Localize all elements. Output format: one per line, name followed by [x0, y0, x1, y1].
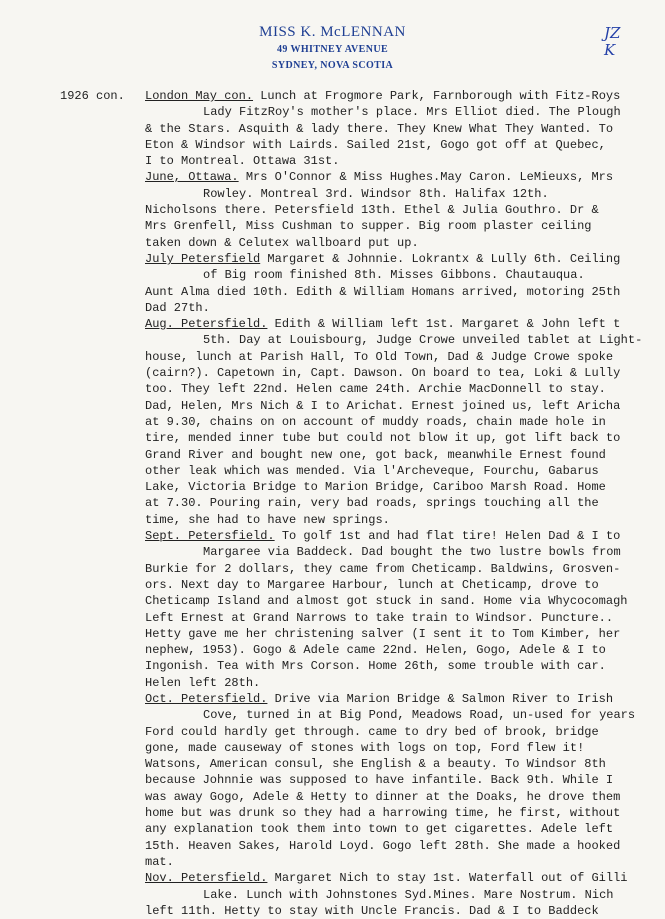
diary-line	[145, 365, 665, 381]
diary-line	[145, 561, 665, 577]
letterhead-name: MISS K. McLENNAN	[259, 24, 406, 40]
diary-line	[145, 202, 665, 218]
diary-line	[145, 593, 665, 609]
diary-line	[145, 887, 665, 903]
line-text: Left Ernest at Grand Narrows to take train to Windsor. Puncture..	[145, 610, 614, 625]
diary-line	[145, 821, 665, 837]
line-text: Lake, Victoria Bridge to Marion Bridge, Cariboo Marsh Road. Home	[145, 480, 606, 495]
diary-line	[145, 186, 665, 202]
month-heading: London May con.	[145, 89, 254, 103]
diary-line	[145, 104, 665, 120]
diary-line	[145, 512, 665, 528]
month-heading: July Petersfield	[145, 251, 261, 266]
line-text: Eton & Windsor with Lairds. Sailed 21st, Gogo got off at Quebec,	[145, 137, 606, 152]
annotation-line-1: JZ	[604, 24, 621, 42]
line-text: any explanation took them into town to get cigarettes. Adele left	[145, 822, 614, 837]
line-text: Mrs O'Connor & Miss Hughes.May Caron. LeMieuxs, Mrs	[238, 170, 614, 185]
line-text: Burkie for 2 dollars, they came from Cheticamp. Baldwins, Grosven-	[145, 561, 621, 576]
diary-line	[145, 707, 665, 723]
line-text: taken down & Celutex wallboard put up.	[145, 235, 419, 250]
line-text: Cheticamp Island and almost got stuck in sand. Home via Whycocomagh	[145, 594, 628, 609]
diary-line	[145, 479, 665, 495]
diary-line	[145, 642, 665, 658]
line-text: Aunt Alma died 10th. Edith & William Homans arrived, motoring 25th	[145, 284, 621, 299]
line-text: Ingonish. Tea with Mrs Corson. Home 26th, some trouble with car.	[145, 659, 606, 674]
line-text: I to Montreal. Ottawa 31st.	[145, 154, 340, 169]
line-text: time, she had to have new springs.	[145, 512, 390, 527]
line-text: Lunch at Frogmore Park, Farnborough with Fitz-Roys	[253, 89, 621, 103]
letterhead	[0, 22, 665, 74]
line-text: Margaret & Johnnie. Lokrantx & Lully 6th. Ceiling	[260, 251, 621, 266]
diary-line	[145, 870, 665, 886]
line-text: nephew, 1953). Gogo & Adele came 22nd. Helen, Gogo, Adele & I to	[145, 643, 606, 658]
diary-line	[145, 854, 665, 870]
diary-line	[145, 349, 665, 365]
line-text: Nicholsons there. Petersfield 13th. Ethel & Julia Gouthro. Dr &	[145, 203, 599, 218]
diary-line	[145, 658, 665, 674]
diary-line	[145, 495, 665, 511]
month-heading: Nov. Petersfield.	[145, 871, 268, 886]
line-text: Lady FitzRoy's mother's place. Mrs Elliot died. The Plough	[203, 105, 621, 120]
diary-line	[145, 121, 665, 137]
diary-line	[145, 610, 665, 626]
diary-line	[145, 691, 665, 707]
diary-line	[145, 153, 665, 169]
diary-line	[145, 463, 665, 479]
letterhead-city: SYDNEY, NOVA SCOTIA	[271, 60, 394, 71]
diary-line	[145, 756, 665, 772]
line-text: Margaree via Baddeck. Dad bought the two lustre bowls from	[203, 545, 621, 560]
line-text: tire, mended inner tube but could not blow it up, got lift back to	[145, 431, 621, 446]
diary-line	[145, 789, 665, 805]
line-text: of Big room finished 8th. Misses Gibbons. Chautauqua.	[203, 268, 585, 283]
line-text: 15th. Heaven Sakes, Harold Loyd. Gogo left 28th. She made a hooked	[145, 838, 621, 853]
diary-line	[145, 903, 665, 919]
line-text: Watsons, American consul, she English & a beauty. To Windsor 8th	[145, 757, 606, 772]
diary-line	[145, 88, 665, 104]
line-text: too. They left 22nd. Helen came 24th. Archie MacDonnell to stay.	[145, 382, 606, 397]
line-text: To golf 1st and had flat tire! Helen Dad & I to	[274, 529, 621, 544]
line-text: house, lunch at Parish Hall, To Old Town, Dad & Judge Crowe spoke	[145, 349, 614, 364]
diary-line	[145, 267, 665, 283]
line-text: Ford could hardly get through. came to dry bed of brook, bridge	[145, 724, 599, 739]
line-text: Cove, turned in at Big Pond, Meadows Road, un-used for years	[203, 708, 636, 723]
line-text: was away Gogo, Adele & Hetty to dinner at the Doaks, he drove them	[145, 789, 621, 804]
diary-line	[145, 381, 665, 397]
diary-line	[145, 805, 665, 821]
month-heading: Oct. Petersfield.	[145, 691, 268, 706]
diary-line	[145, 300, 665, 316]
diary-line	[145, 251, 665, 267]
handwritten-annotation	[604, 25, 620, 59]
diary-line	[145, 724, 665, 740]
line-text: Drive via Marion Bridge & Salmon River to Irish	[267, 691, 614, 706]
line-text: Edith & William left 1st. Margaret & John left t	[267, 317, 621, 332]
line-text: Mrs Grenfell, Miss Cushman to supper. Big room plaster ceiling	[145, 219, 592, 234]
line-text: at 9.30, chains on on account of muddy roads, chain made hole in	[145, 414, 606, 429]
diary-line	[145, 626, 665, 642]
line-text: because Johnnie was supposed to have infantile. Back 9th. While I	[145, 773, 614, 788]
diary-line	[145, 316, 665, 332]
line-text: ors. Next day to Margaree Harbour, lunch at Cheticamp, drove to	[145, 577, 599, 592]
diary-line	[145, 332, 665, 348]
diary-line	[145, 675, 665, 691]
month-heading: Aug. Petersfield.	[145, 317, 268, 332]
line-text: home but was drunk so they had a harrowing time, he first, without	[145, 806, 621, 821]
diary-line	[145, 544, 665, 560]
diary-line	[145, 169, 665, 185]
line-text: mat.	[145, 854, 174, 869]
diary-line	[145, 772, 665, 788]
line-text: at 7.30. Pouring rain, very bad roads, springs touching all the	[145, 496, 599, 511]
line-text: Hetty gave me her christening salver (I sent it to Tom Kimber, her	[145, 626, 621, 641]
diary-line	[145, 398, 665, 414]
line-text: & the Stars. Asquith & lady there. They Knew What They Wanted. To	[145, 121, 614, 136]
year-label: 1926 con.	[60, 89, 125, 103]
diary-line	[145, 235, 665, 251]
line-text: (cairn?). Capetown in, Capt. Dawson. On board to tea, Loki & Lully	[145, 366, 621, 381]
line-text: Dad 27th.	[145, 300, 210, 315]
diary-line	[145, 528, 665, 544]
diary-line	[145, 740, 665, 756]
month-heading: June, Ottawa.	[145, 170, 239, 185]
line-text: Margaret Nich to stay 1st. Waterfall out of Gilli	[267, 871, 628, 886]
line-text: 5th. Day at Louisbourg, Judge Crowe unveiled tablet at Light-	[203, 333, 643, 348]
line-text: gone, made causeway of stones with logs on top, Ford flew it!	[145, 740, 585, 755]
diary-line	[145, 284, 665, 300]
diary-body	[145, 88, 665, 919]
line-text: Helen left 28th.	[145, 675, 261, 690]
diary-line	[145, 447, 665, 463]
diary-line	[145, 218, 665, 234]
diary-line	[145, 577, 665, 593]
diary-line	[145, 137, 665, 153]
diary-line	[145, 838, 665, 854]
month-heading: Sept. Petersfield.	[145, 529, 275, 544]
line-text: left 11th. Hetty to stay with Uncle Francis. Dad & I to Baddeck	[145, 903, 599, 918]
line-text: Dad, Helen, Mrs Nich & I to Arichat. Ernest joined us, left Aricha	[145, 398, 621, 413]
annotation-line-2: K	[604, 41, 616, 59]
line-text: Lake. Lunch with Johnstones Syd.Mines. Mare Nostrum. Nich	[203, 887, 614, 902]
letterhead-street: 49 WHITNEY AVENUE	[276, 44, 389, 55]
line-text: Grand River and bought new one, got back, meanwhile Ernest found	[145, 447, 606, 462]
diary-line	[145, 414, 665, 430]
line-text: other leak which was mended. Via l'Archeveque, Fourchu, Gabarus	[145, 463, 599, 478]
diary-line	[145, 430, 665, 446]
line-text: Rowley. Montreal 3rd. Windsor 8th. Halifax 12th.	[203, 186, 549, 201]
